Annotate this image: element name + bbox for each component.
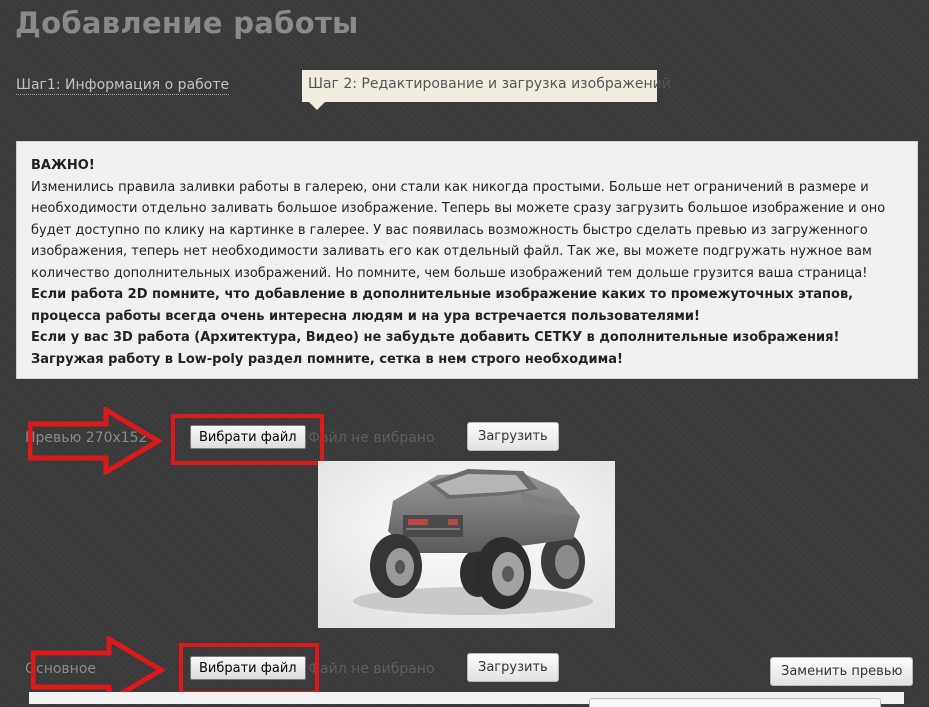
annotation-arrow-icon [28,407,163,475]
main-no-file-text: Файл не вибрано [308,661,435,677]
preview-image [318,461,615,628]
replace-preview-button[interactable]: Заменить превью [770,657,913,686]
main-upload-button[interactable]: Загрузить [467,653,559,682]
page-title: Добавление работы [15,6,359,40]
notice-lowpoly-tip: Загружая работу в Low-poly раздел помните, сетка в нем строго необходима! [31,351,623,367]
preview-upload-button[interactable]: Загрузить [467,422,559,451]
step1-link[interactable]: Шаг1: Информация о работе [16,77,230,93]
step2-tab-active[interactable]: Шаг 2: Редактирование и загрузка изображений [302,70,657,102]
preview-field-label: Превью 270x152 [25,430,148,446]
annotation-highlight-box [171,414,324,465]
notice-paragraph: Изменились правила заливки работы в галерею, они стали как никогда простыми. Больше нет ограничений в размере и необходимости отдельно заливать большое изображение. Теперь вы можете сразу загрузить большое изображение и оно будет доступно по клику на картинке в галерее. У вас появилась возможность быстро сделать превью из загруженного изображения, теперь нет необходимости заливать его как отдельный файл. Так же, вы можете подгружать нужное вам количество дополнительных изображений. Но помните, чем больше изображений тем дольше грузится ваша страница! [31,179,886,281]
main-choose-file-button[interactable]: Вибрати файл [190,656,306,680]
preview-no-file-text: Файл не вибрано [308,430,435,446]
important-notice [16,141,918,379]
additional-images-panel [29,692,904,704]
notice-3d-tip: Если у вас 3D работа (Архитектура, Видео) не забудьте добавить СЕТКУ в дополнительные изображения! [31,330,840,345]
main-field-label: Основное [25,661,97,677]
preview-choose-file-button[interactable]: Вибрати файл [190,425,306,449]
notice-heading: ВАЖНО! [31,158,95,173]
annotation-highlight-box [179,643,319,695]
offroad-truck-render-icon [318,461,615,628]
notice-2d-tip: Если работа 2D помните, что добавление в дополнительные изображение каких то промежуточных этапов, процесса работы всегда очень интересна людям и на ура встречается пользователями! [31,287,854,324]
